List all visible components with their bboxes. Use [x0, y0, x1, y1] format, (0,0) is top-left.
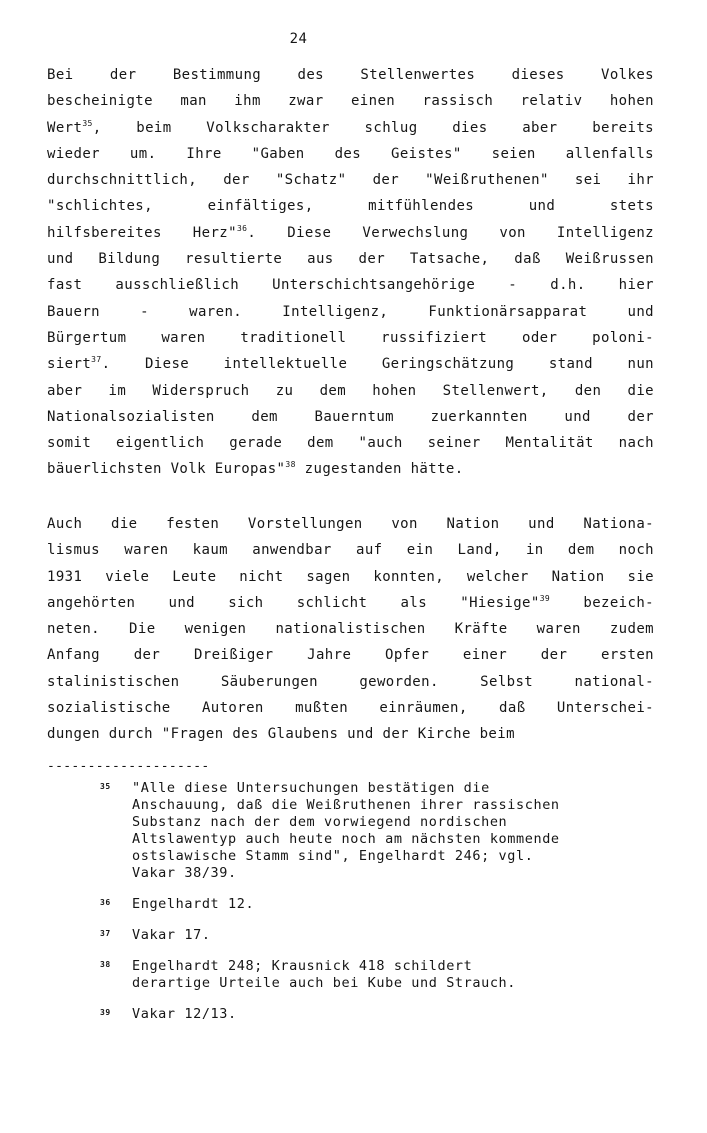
text-line: somit eigentlich gerade dem "auch seiner Mentalität nach	[47, 435, 654, 452]
footnote-text	[132, 1006, 660, 1023]
text-line	[47, 590, 654, 616]
footnote-item	[100, 958, 660, 992]
footnote-text	[132, 780, 660, 882]
footnote-line: Vakar 17.	[132, 927, 211, 943]
footnote-text	[132, 896, 660, 913]
text-line	[47, 351, 654, 377]
text-line: aber im Widerspruch zu dem hohen Stellenwert, den die	[47, 382, 654, 399]
footnote-item	[100, 1006, 660, 1023]
text-segment: . Diese intellektuelle Geringschätzung stand nun	[101, 356, 654, 373]
footnote-line: Vakar 38/39.	[132, 865, 237, 881]
footnote-line: Altslawentyp auch heute noch am nächsten kommende	[132, 831, 560, 847]
footnote-reference: 35	[82, 118, 93, 128]
paragraph	[47, 511, 654, 748]
text-line: Anfang der Dreißiger Jahre Opfer einer der ersten	[47, 647, 654, 664]
footnote-number: 38	[100, 960, 111, 969]
footnotes	[100, 780, 660, 1037]
footnote-line: derartige Urteile auch bei Kube und Strauch.	[132, 975, 517, 991]
text-line: Auch die festen Vorstellungen von Nation und Nationa-	[47, 516, 654, 532]
text-line: neten. Die wenigen nationalistischen Kräfte waren zudem	[47, 621, 654, 638]
footnote-reference: 36	[236, 223, 248, 233]
text-line: Bürgertum waren traditionell russifiziert oder poloni-	[47, 329, 654, 346]
text-line: "schlichtes, einfältiges, mitfühlendes und stets	[47, 198, 654, 215]
footnote-number: 35	[100, 782, 111, 791]
text-line: und Bildung resultierte aus der Tatsache, daß Weißrussen	[47, 251, 654, 268]
text-segment: . Diese Verwechslung von Intelligenz	[247, 224, 654, 241]
footnote-text	[132, 927, 660, 944]
footnote-reference: 39	[539, 593, 551, 603]
footnote-number: 36	[100, 898, 111, 907]
footnote-line: Vakar 12/13.	[132, 1006, 237, 1022]
text-segment: bäuerlichsten Volk Europas"	[47, 461, 286, 478]
footnote-separator: --------------------	[47, 759, 210, 774]
footnote-line: Substanz nach der dem vorwiegend nordischen	[132, 814, 508, 830]
text-line: bescheinigte man ihm zwar einen rassisch relativ hohen	[47, 93, 654, 110]
text-line: stalinistischen Säuberungen geworden. Selbst national-	[47, 673, 654, 690]
text-line: Bauern - waren. Intelligenz, Funktionärsapparat und	[47, 303, 654, 320]
text-line: sozialistische Autoren mußten einräumen, daß Unterschei-	[47, 700, 654, 717]
text-segment: siert	[47, 356, 92, 373]
footnote-number: 39	[100, 1008, 111, 1017]
footnote-reference: 37	[91, 355, 102, 365]
text-segment: bezeich-	[550, 594, 654, 611]
text-segment: Wert	[47, 119, 83, 136]
footnote-line: ostslawische Stamm sind", Engelhardt 246; vgl.	[132, 848, 534, 864]
text-line	[47, 456, 654, 482]
page-number: 24	[289, 31, 308, 47]
text-segment: hilfsbereites Herz"	[47, 224, 237, 241]
footnote-line: "Alle diese Untersuchungen bestätigen die	[132, 780, 490, 796]
footnote-item	[100, 927, 660, 944]
text-line: 1931 viele Leute nicht sagen konnten, welcher Nation sie	[47, 568, 654, 585]
footnote-number: 37	[100, 929, 111, 938]
paragraph	[47, 62, 654, 483]
footnote-reference: 38	[285, 460, 296, 470]
footnote-line: Engelhardt 12.	[132, 896, 255, 912]
footnote-item	[100, 896, 660, 913]
text-line: durchschnittlich, der "Schatz" der "Weißruthenen" sei ihr	[47, 172, 654, 189]
footnote-line: Engelhardt 248; Krausnick 418 schildert	[132, 958, 473, 974]
text-line: dungen durch "Fragen des Glaubens und der Kirche beim	[47, 726, 515, 743]
text-segment: angehörten und sich schlicht als "Hiesige"	[47, 594, 540, 611]
footnote-text	[132, 958, 660, 992]
footnote-item	[100, 780, 660, 882]
text-line: Nationalsozialisten dem Bauerntum zuerkannten und der	[47, 408, 654, 425]
text-line: Bei der Bestimmung des Stellenwertes dieses Volkes	[47, 67, 654, 83]
footnote-line: Anschauung, daß die Weißruthenen ihrer rassischen	[132, 797, 560, 813]
text-line: lismus waren kaum anwendbar auf ein Land, in dem noch	[47, 542, 654, 559]
text-line: wieder um. Ihre "Gaben des Geistes" seien allenfalls	[47, 145, 654, 162]
text-line	[47, 220, 654, 246]
text-segment: zugestanden hätte.	[295, 461, 464, 478]
text-segment: , beim Volkscharakter schlug dies aber bereits	[92, 119, 654, 136]
text-line: fast ausschließlich Unterschichtsangehörige - d.h. hier	[47, 277, 654, 294]
text-line	[47, 115, 654, 141]
